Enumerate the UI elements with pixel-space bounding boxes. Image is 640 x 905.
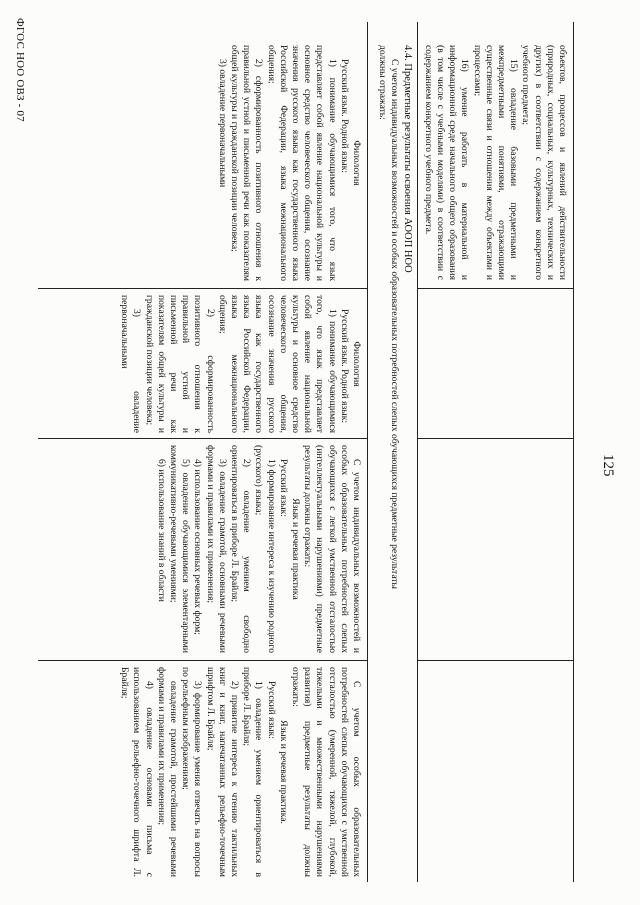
list-item: Язык и речевая практика.	[277, 720, 289, 824]
list-item: Русский язык:	[277, 459, 289, 517]
page-number: 125	[600, 454, 616, 477]
section-intro: С учетом индивидуальных возможностей и особых образовательных потребностей слепых обучающихся предметные результаты должны отражать:	[376, 45, 400, 590]
top-row-text-2: 15) овладение базовыми предметными и межпредметными понятиями, отражающими существенные связи и отношения между объектами и процессами;	[471, 45, 520, 280]
top-row-cell	[418, 45, 568, 280]
list-item: 2) сформированность позитивного отношения к правильной устной и письменной речи как показателям общей культуры и гражданской позиции человека;	[228, 45, 265, 281]
section-heading: 4.4. Предметные результаты освоения АООП НОО	[402, 45, 413, 273]
list-item: 1) понимание обучающимися того, что язык представляет собой явление национальной культуры и основное средство человеческого общения, осознание значения русского языка как государственного языка Российской Федерации, языка межнационального общения;	[265, 45, 338, 281]
column-subtitle: С учетом индивидуальных возможностей и особых образовательных потребностей слепых обучающихся с легкой умственной отсталостью (интеллектуальными нарушениями) предметные результаты должны отражать:	[302, 445, 362, 653]
column-title: Филология	[351, 140, 362, 186]
column-title: Филология	[351, 341, 362, 387]
column-subtitle: Русский язык. Родной язык:	[338, 309, 350, 424]
column-1	[42, 45, 362, 281]
column-subtitle: С учетом особых образовательных потребностей слепых обучающихся с умственной отсталостью (умеренной, тяжелой, глубокой, тяжелыми и множественными нарушениями развития) предметные результаты должны отражать:	[289, 667, 362, 877]
list-item: 4) использование основных речевых форм;	[192, 459, 204, 635]
list-item: 2) сформированность позитивного отношения к правильной устной и письменной речи как показателям общей культуры и гражданской позиции человека;	[143, 295, 216, 433]
table-top-border	[573, 22, 574, 882]
list-item: 4) овладение основами письма с использованием рельефно-точечного шрифта Л. Брайля;	[119, 667, 155, 877]
list-item: 5) овладение обучающимися элементарными коммуникативно-речевыми умениями;	[167, 445, 192, 653]
column-divider	[418, 438, 574, 439]
column-divider	[38, 660, 368, 661]
column-2	[42, 295, 362, 433]
column-divider	[418, 660, 574, 661]
list-item: овладение грамотой, простейшими речевыми формами и правилами их применения;	[155, 667, 179, 877]
list-item: 3) формирование умения отвечать на вопросы по рельефным изображениям;	[180, 667, 204, 877]
column-subtitle: Русский язык. Родной язык:	[338, 59, 350, 174]
column-3	[42, 445, 362, 653]
document-footer: ФГОС НОО ОВЗ - 07	[14, 18, 26, 122]
list-item: 1) формирование интереса к изучению родного (русского) языка;	[253, 445, 277, 653]
list-item: 3) овладение грамотой, основными речевыми формами и правилами их применения;	[204, 445, 228, 653]
column-divider	[418, 288, 574, 289]
list-item: Русский язык:	[265, 681, 277, 739]
section-divider	[367, 22, 368, 882]
list-item: 1) овладение умением ориентироваться в приборе Л. Брайля;	[241, 667, 265, 877]
list-item: Язык и речевая практика	[289, 498, 301, 600]
top-row-text-1: объектов, процессов и явлений действительности (природных, социальных, культурных, технических и других) в соответствии с содержанием конкретного учебного предмета;	[520, 45, 568, 280]
list-item: 2) овладение умением свободно ориентироваться в приборе Л. Брайля;	[228, 445, 253, 653]
list-item: 3) овладение первоначальными	[216, 59, 228, 188]
list-item: 1) понимание обучающимися того, что язык представляет собой явление национальной культуры и основное средство человеческого общения, осознание значения русского языка как государственного языка Российской Федерации, языка межнационального общения;	[216, 295, 338, 433]
column-divider	[38, 438, 368, 439]
list-item: 6) использование знаний в области	[155, 459, 167, 602]
list-item: 3) овладение первоначальными	[119, 295, 143, 433]
top-row-text-3: 16) умение работать в материальной и информационной среде начального общего образования (в том числе с учебными моделями) в соответствии с содержанием конкретного учебного предмета.	[422, 45, 471, 280]
column-divider	[38, 288, 368, 289]
list-item: 2) привитие интереса к чтению тактильных книг и книг, напечатанных рельефно-точечным шрифтом Л. Брайля;	[204, 667, 240, 877]
section-divider	[417, 22, 418, 882]
column-4	[42, 667, 362, 877]
